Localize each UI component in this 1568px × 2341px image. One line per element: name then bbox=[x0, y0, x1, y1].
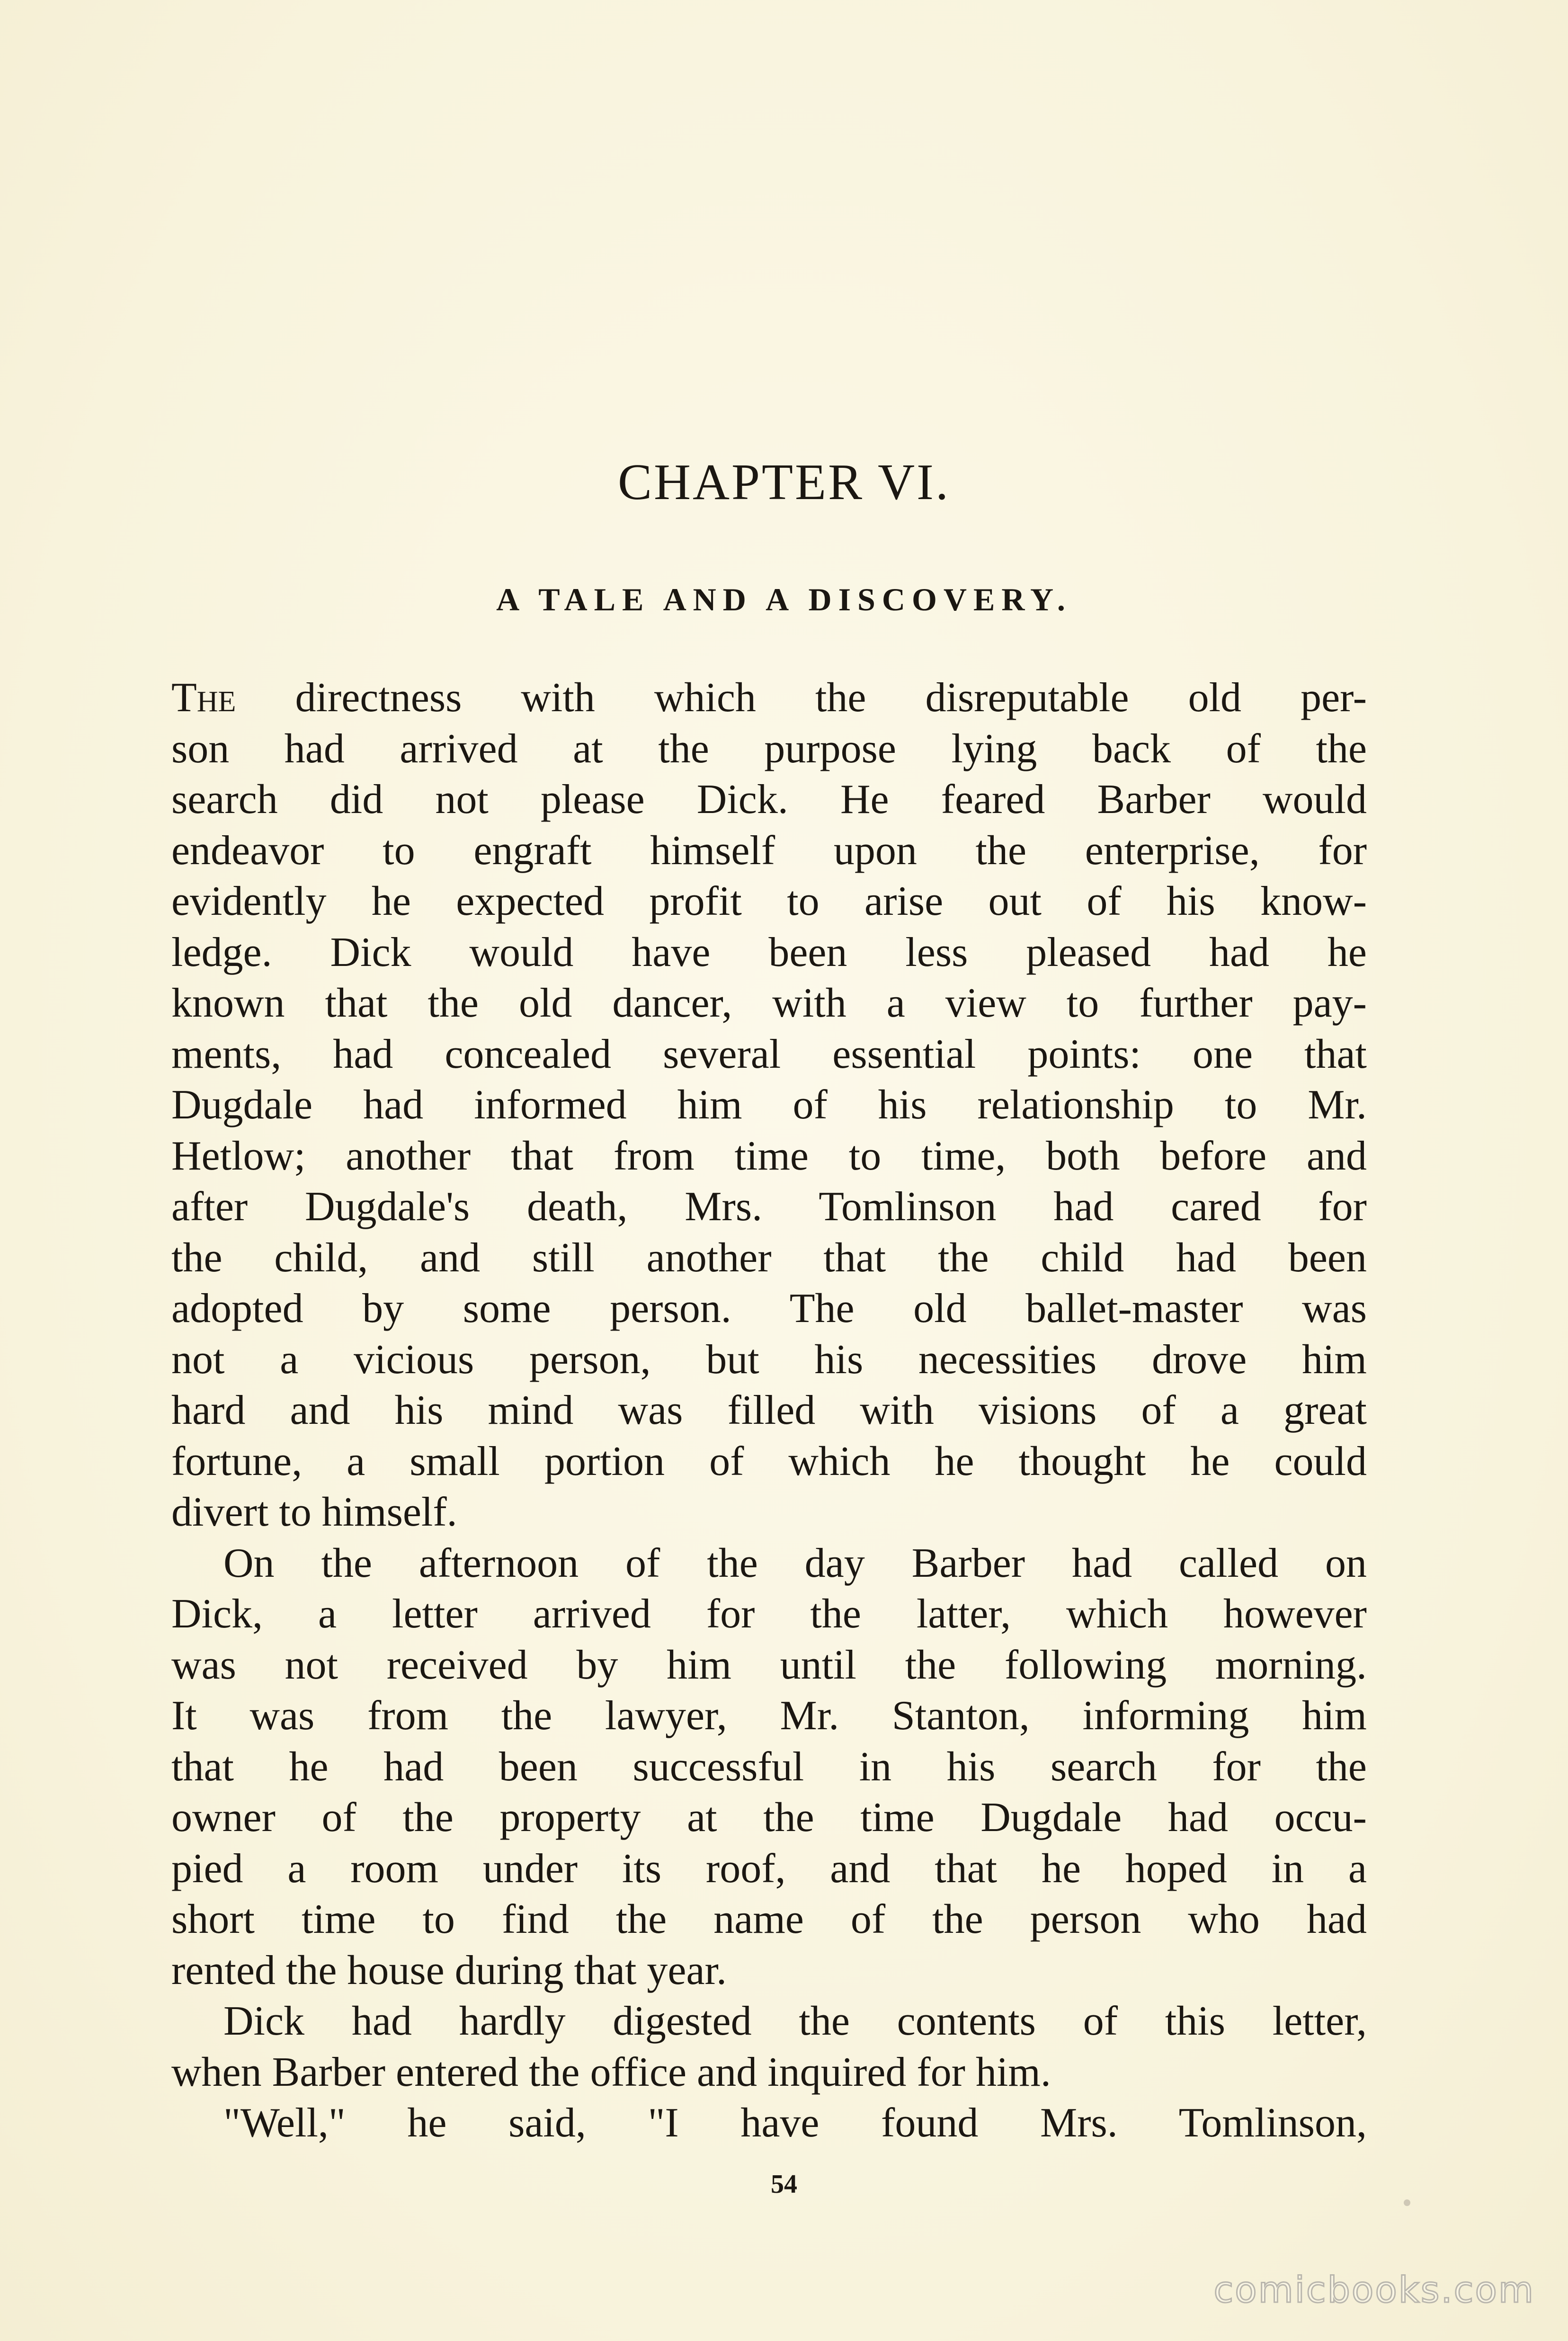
line-text: after Dugdale's death, Mrs. Tomlinson had cared for bbox=[171, 1184, 1367, 1230]
line-text: divert to himself. bbox=[171, 1489, 457, 1535]
line-text: when Barber entered the office and inquired for him. bbox=[171, 2049, 1051, 2095]
line-text: the child, and still another that the child had been bbox=[171, 1234, 1367, 1281]
text-line bbox=[171, 1029, 1367, 1080]
line-text: owner of the property at the time Dugdale had occu- bbox=[171, 1795, 1367, 1841]
body-text bbox=[171, 672, 1367, 2149]
line-text: endeavor to engraft himself upon the enterprise, for bbox=[171, 827, 1367, 874]
text-line bbox=[171, 1233, 1367, 1284]
line-text: fortune, a small portion of which he thought he could bbox=[171, 1438, 1367, 1484]
line-text: rented the house during that year. bbox=[171, 1947, 727, 1993]
text-line bbox=[171, 1589, 1367, 1640]
text-line bbox=[171, 1283, 1367, 1334]
line-text: search did not please Dick. He feared Barber would bbox=[171, 777, 1367, 822]
drop-cap-word: The bbox=[171, 675, 236, 721]
text-line bbox=[171, 672, 1367, 724]
text-line bbox=[171, 1181, 1367, 1233]
line-text: ledge. Dick would have been less pleased had he bbox=[171, 929, 1367, 975]
text-line bbox=[171, 1843, 1367, 1894]
line-text: Dick had hardly digested the contents of this letter, bbox=[223, 1998, 1367, 2044]
text-line bbox=[171, 1538, 1367, 1589]
text-line bbox=[171, 1131, 1367, 1182]
line-text: ments, had concealed several essential points: one that bbox=[171, 1031, 1367, 1077]
text-line bbox=[171, 1792, 1367, 1843]
line-text: not a vicious person, but his necessities drove him bbox=[171, 1336, 1367, 1383]
line-text: was not received by him until the following morning. bbox=[171, 1642, 1367, 1688]
text-line bbox=[171, 1742, 1367, 1793]
line-text: pied a room under its roof, and that he hoped in a bbox=[171, 1845, 1367, 1892]
text-line bbox=[171, 1690, 1367, 1742]
page-number: 54 bbox=[771, 2170, 797, 2199]
text-line bbox=[171, 1080, 1367, 1131]
line-text: hard and his mind was filled with visions of a great bbox=[171, 1387, 1367, 1433]
text-line bbox=[171, 774, 1367, 825]
text-line bbox=[171, 724, 1367, 775]
text-line bbox=[171, 1640, 1367, 1691]
text-line bbox=[171, 1436, 1367, 1487]
line-text: son had arrived at the purpose lying back of the bbox=[171, 725, 1367, 772]
line-text: On the afternoon of the day Barber had called on bbox=[223, 1540, 1367, 1586]
text-line bbox=[171, 2098, 1367, 2149]
line-text: Dick, a letter arrived for the latter, which however bbox=[171, 1591, 1367, 1637]
line-text: "Well," he said, "I have found Mrs. Tomlinson, bbox=[223, 2100, 1367, 2146]
line-text: short time to find the name of the person who had bbox=[171, 1896, 1367, 1942]
line-text: known that the old dancer, with a view to further pay- bbox=[171, 980, 1367, 1026]
text-line bbox=[171, 1996, 1367, 2047]
line-text: Hetlow; another that from time to time, both before and bbox=[171, 1133, 1367, 1179]
watermark-logo: comicbooks.com bbox=[1213, 2269, 1535, 2311]
text-line bbox=[171, 927, 1367, 978]
text-line bbox=[171, 2047, 1367, 2098]
line-text: evidently he expected profit to arise out of his know- bbox=[171, 878, 1367, 924]
chapter-subtitle: A TALE AND A DISCOVERY. bbox=[496, 581, 1072, 617]
text-line bbox=[171, 1334, 1367, 1385]
paper-speck bbox=[1404, 2199, 1410, 2206]
text-line bbox=[171, 1945, 1367, 1996]
line-text: adopted by some person. The old ballet-master was bbox=[171, 1286, 1367, 1331]
line-text: directness with which the disreputable old per- bbox=[295, 675, 1367, 721]
line-text: It was from the lawyer, Mr. Stanton, informing him bbox=[171, 1693, 1367, 1739]
chapter-title: CHAPTER VI. bbox=[617, 454, 951, 510]
text-line bbox=[171, 978, 1367, 1029]
text-line bbox=[171, 825, 1367, 876]
line-text: Dugdale had informed him of his relationship to Mr. bbox=[171, 1082, 1367, 1128]
text-line bbox=[171, 876, 1367, 927]
text-line bbox=[171, 1385, 1367, 1436]
line-text: that he had been successful in his search for the bbox=[171, 1743, 1367, 1790]
text-line bbox=[171, 1894, 1367, 1945]
text-line bbox=[171, 1487, 1367, 1538]
